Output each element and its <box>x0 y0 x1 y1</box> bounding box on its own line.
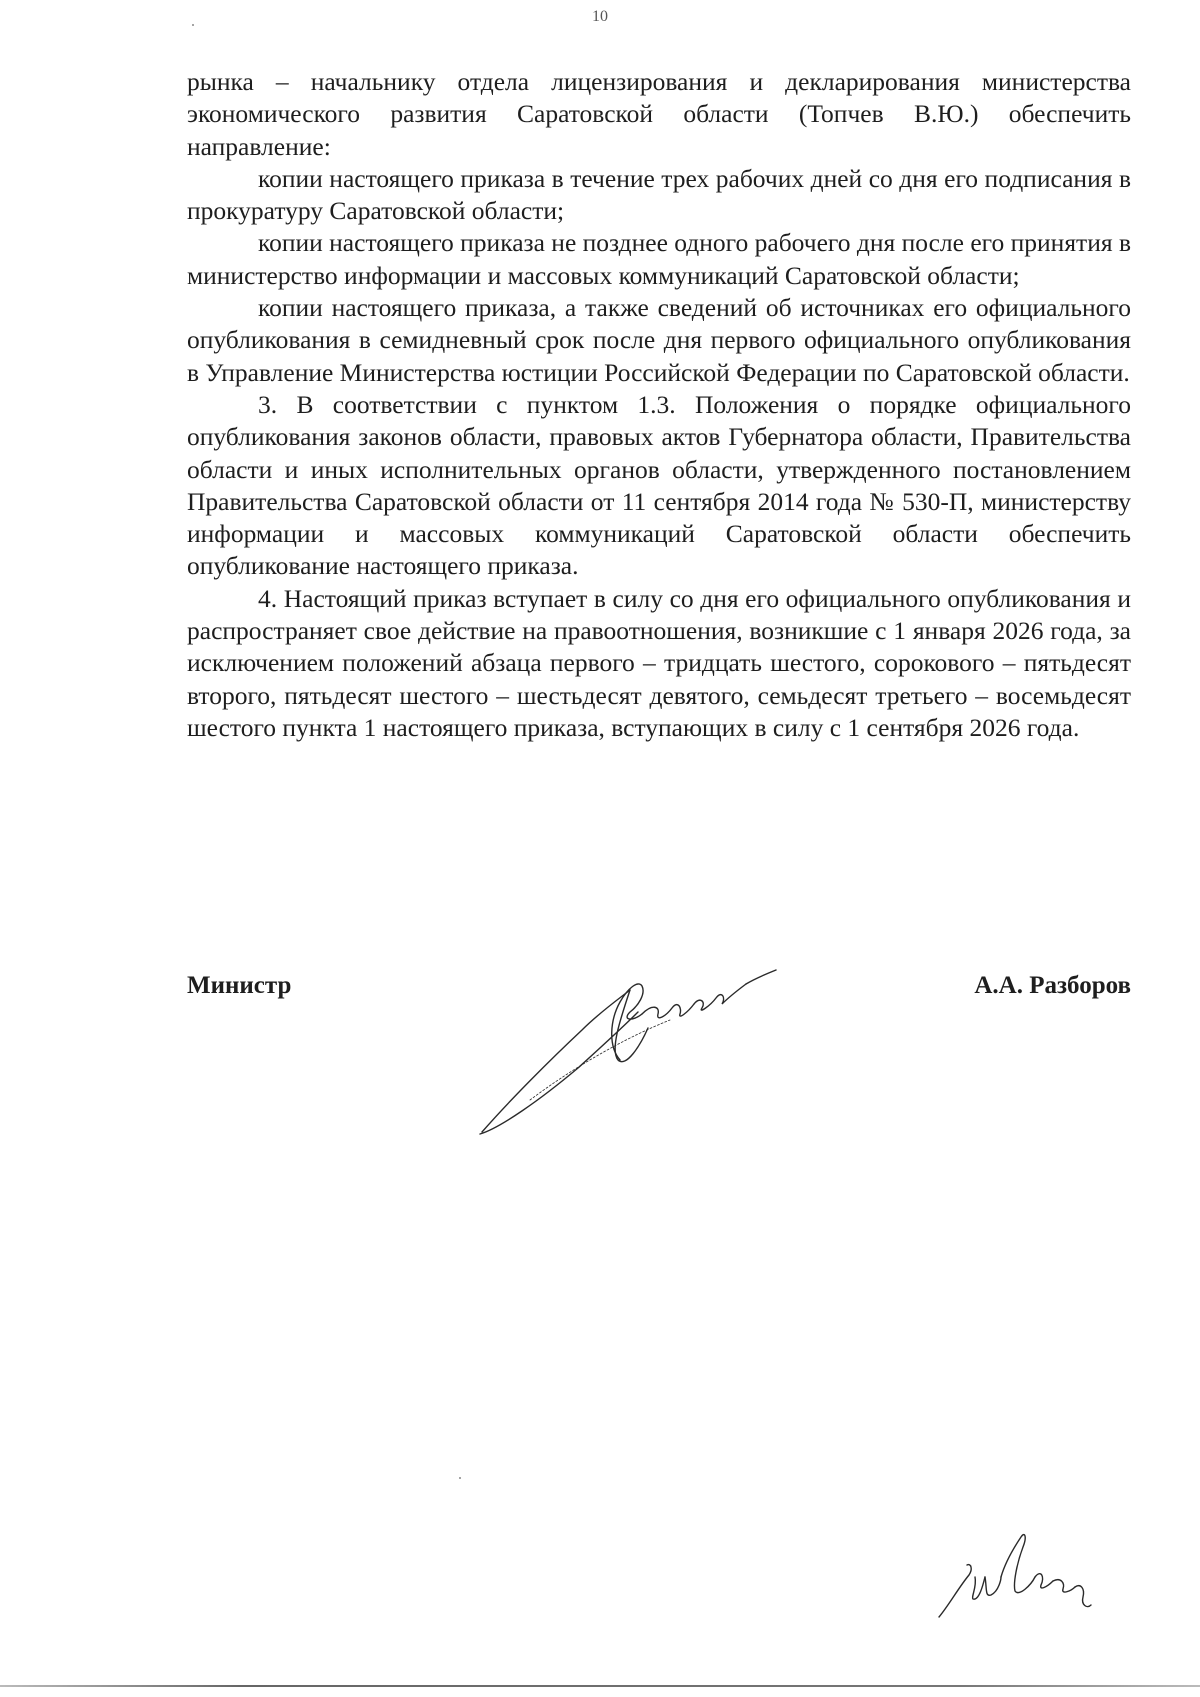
paragraph: копии настоящего приказа не позднее одного рабочего дня после его принятия в министерство информации и массовых коммуникаций Саратовской области; <box>187 228 1131 290</box>
document-body <box>187 66 1131 744</box>
signatory-title: Министр <box>187 972 292 999</box>
handwritten-initials <box>935 1525 1105 1635</box>
scan-speck <box>459 1477 461 1479</box>
paragraph: 4. Настоящий приказ вступает в силу со дня его официального опубликования и распространяет свое действие на правоотношения, возникшие с 1 января 2026 года, за исключением положений абзаца первого – тридцать шестого, сорокового – пятьдесят второго, пятьдесят шестого – шестьдесят девятого, семьдесят третьего – восемьдесят шестого пункта 1 настоящего приказа, вступающих в силу с 1 сентября 2026 года. <box>187 583 1131 742</box>
page-bottom-edge <box>0 1685 1200 1687</box>
handwritten-signature <box>470 950 790 1140</box>
paragraph: копии настоящего приказа, а также сведений об источниках его официального опубликования в семидневный срок после дня первого официального опубликования в Управление Министерства юстиции Российской Федерации по Саратовской области. <box>187 293 1131 387</box>
paragraph: копии настоящего приказа в течение трех рабочих дней со дня его подписания в прокуратуру Саратовской области; <box>187 163 1131 226</box>
paragraph: 3. В соответствии с пунктом 1.3. Положения о порядке официального опубликования законов области, правовых актов Губернатора области, Правительства области и иных исполнительных органов области, утвержденного постановлением Правительства Саратовской области от 11 сентября 2014 года № 530-П, министерству информации и массовых коммуникаций Саратовской области обеспечить опубликование настоящего приказа. <box>187 389 1131 581</box>
page-number: 10 <box>592 8 608 25</box>
scan-speck <box>192 24 194 26</box>
paragraph: рынка – начальнику отдела лицензирования и декларирования министерства экономического развития Саратовской области (Топчев В.Ю.) обеспечить направление: <box>187 67 1131 161</box>
signatory-name: А.А. Разборов <box>974 972 1131 999</box>
